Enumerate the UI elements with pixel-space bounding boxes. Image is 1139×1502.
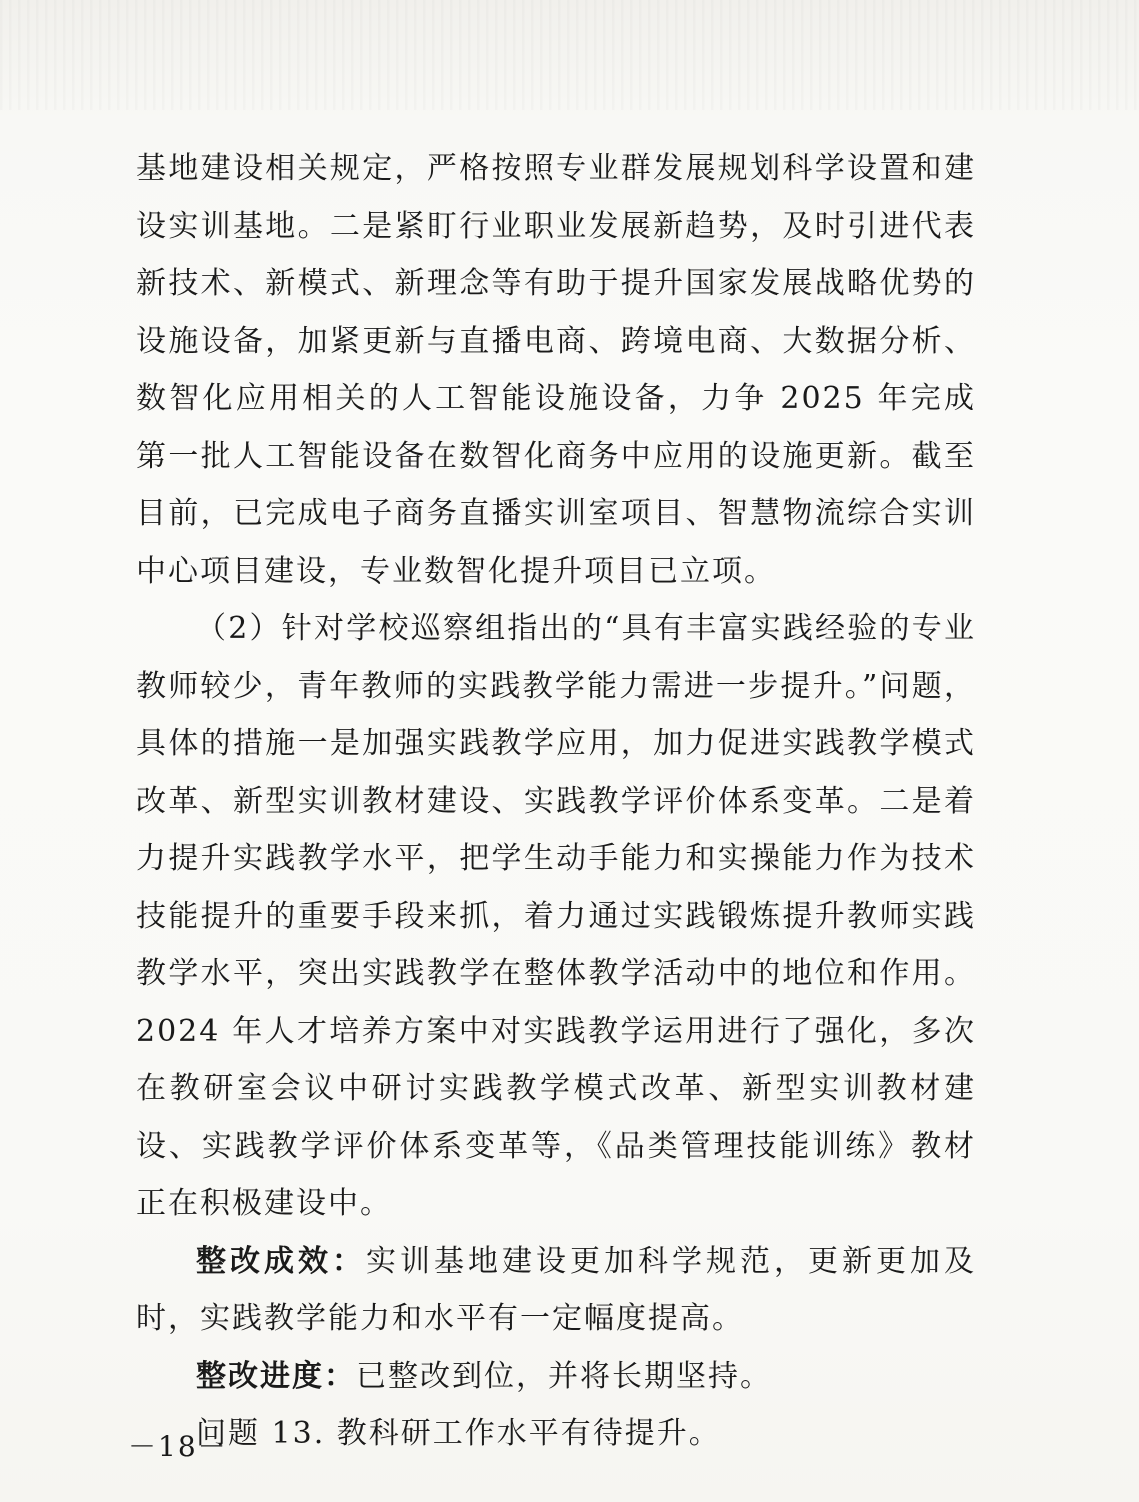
rectification-progress-text: 已整改到位，并将长期坚持。	[356, 1358, 772, 1394]
rectification-progress-label: 整改进度：	[196, 1358, 356, 1394]
paragraph-practice-teaching: （2）针对学校巡察组指出的“具有丰富实践经验的专业教师较少，青年教师的实践教学能力需进一步提升。”问题，具体的措施一是加强实践教学应用，加力促进实践教学模式改革、新型实训教材建设、实践教学评价体系变革。二是着力提升实践教学水平，把学生动手能力和实操能力作为技术技能提升的重要手段来抓，着力通过实践锻炼提升教师实践教学水平，突出实践教学在整体教学活动中的地位和作用。2024 年人才培养方案中对实践教学运用进行了强化，多次在教研室会议中研讨实践教学模式改革、新型实训教材建设、实践教学评价体系变革等，《品类管理技能训练》教材正在积极建设中。	[136, 611, 976, 1221]
paragraph-issue-13: 问题 13. 教科研工作水平有待提升。	[196, 1416, 721, 1451]
paragraph-rectification-effect	[136, 1233, 976, 1348]
paragraph-rectification-progress	[136, 1348, 976, 1406]
page-number: －18－	[128, 1430, 228, 1463]
rectification-effect-label: 整改成效：	[196, 1243, 366, 1279]
scan-shadow	[0, 0, 1139, 110]
document-body	[136, 140, 976, 1463]
paragraph-training-base: 基地建设相关规定，严格按照专业群发展规划科学设置和建设实训基地。二是紧盯行业职业发展新趋势，及时引进代表新技术、新模式、新理念等有助于提升国家发展战略优势的设施设备，加紧更新与直播电商、跨境电商、大数据分析、数智化应用相关的人工智能设施设备，力争 2025 年完成第一批人工智能设备在数智化商务中应用的设施更新。截至目前，已完成电子商务直播实训室项目、智慧物流综合实训中心项目建设，专业数智化提升项目已立项。	[136, 151, 976, 589]
rectification-effect-text: 实训基地建设更加科学规范，更新更加及时，实践教学能力和水平有一定幅度提高。	[136, 1243, 976, 1336]
